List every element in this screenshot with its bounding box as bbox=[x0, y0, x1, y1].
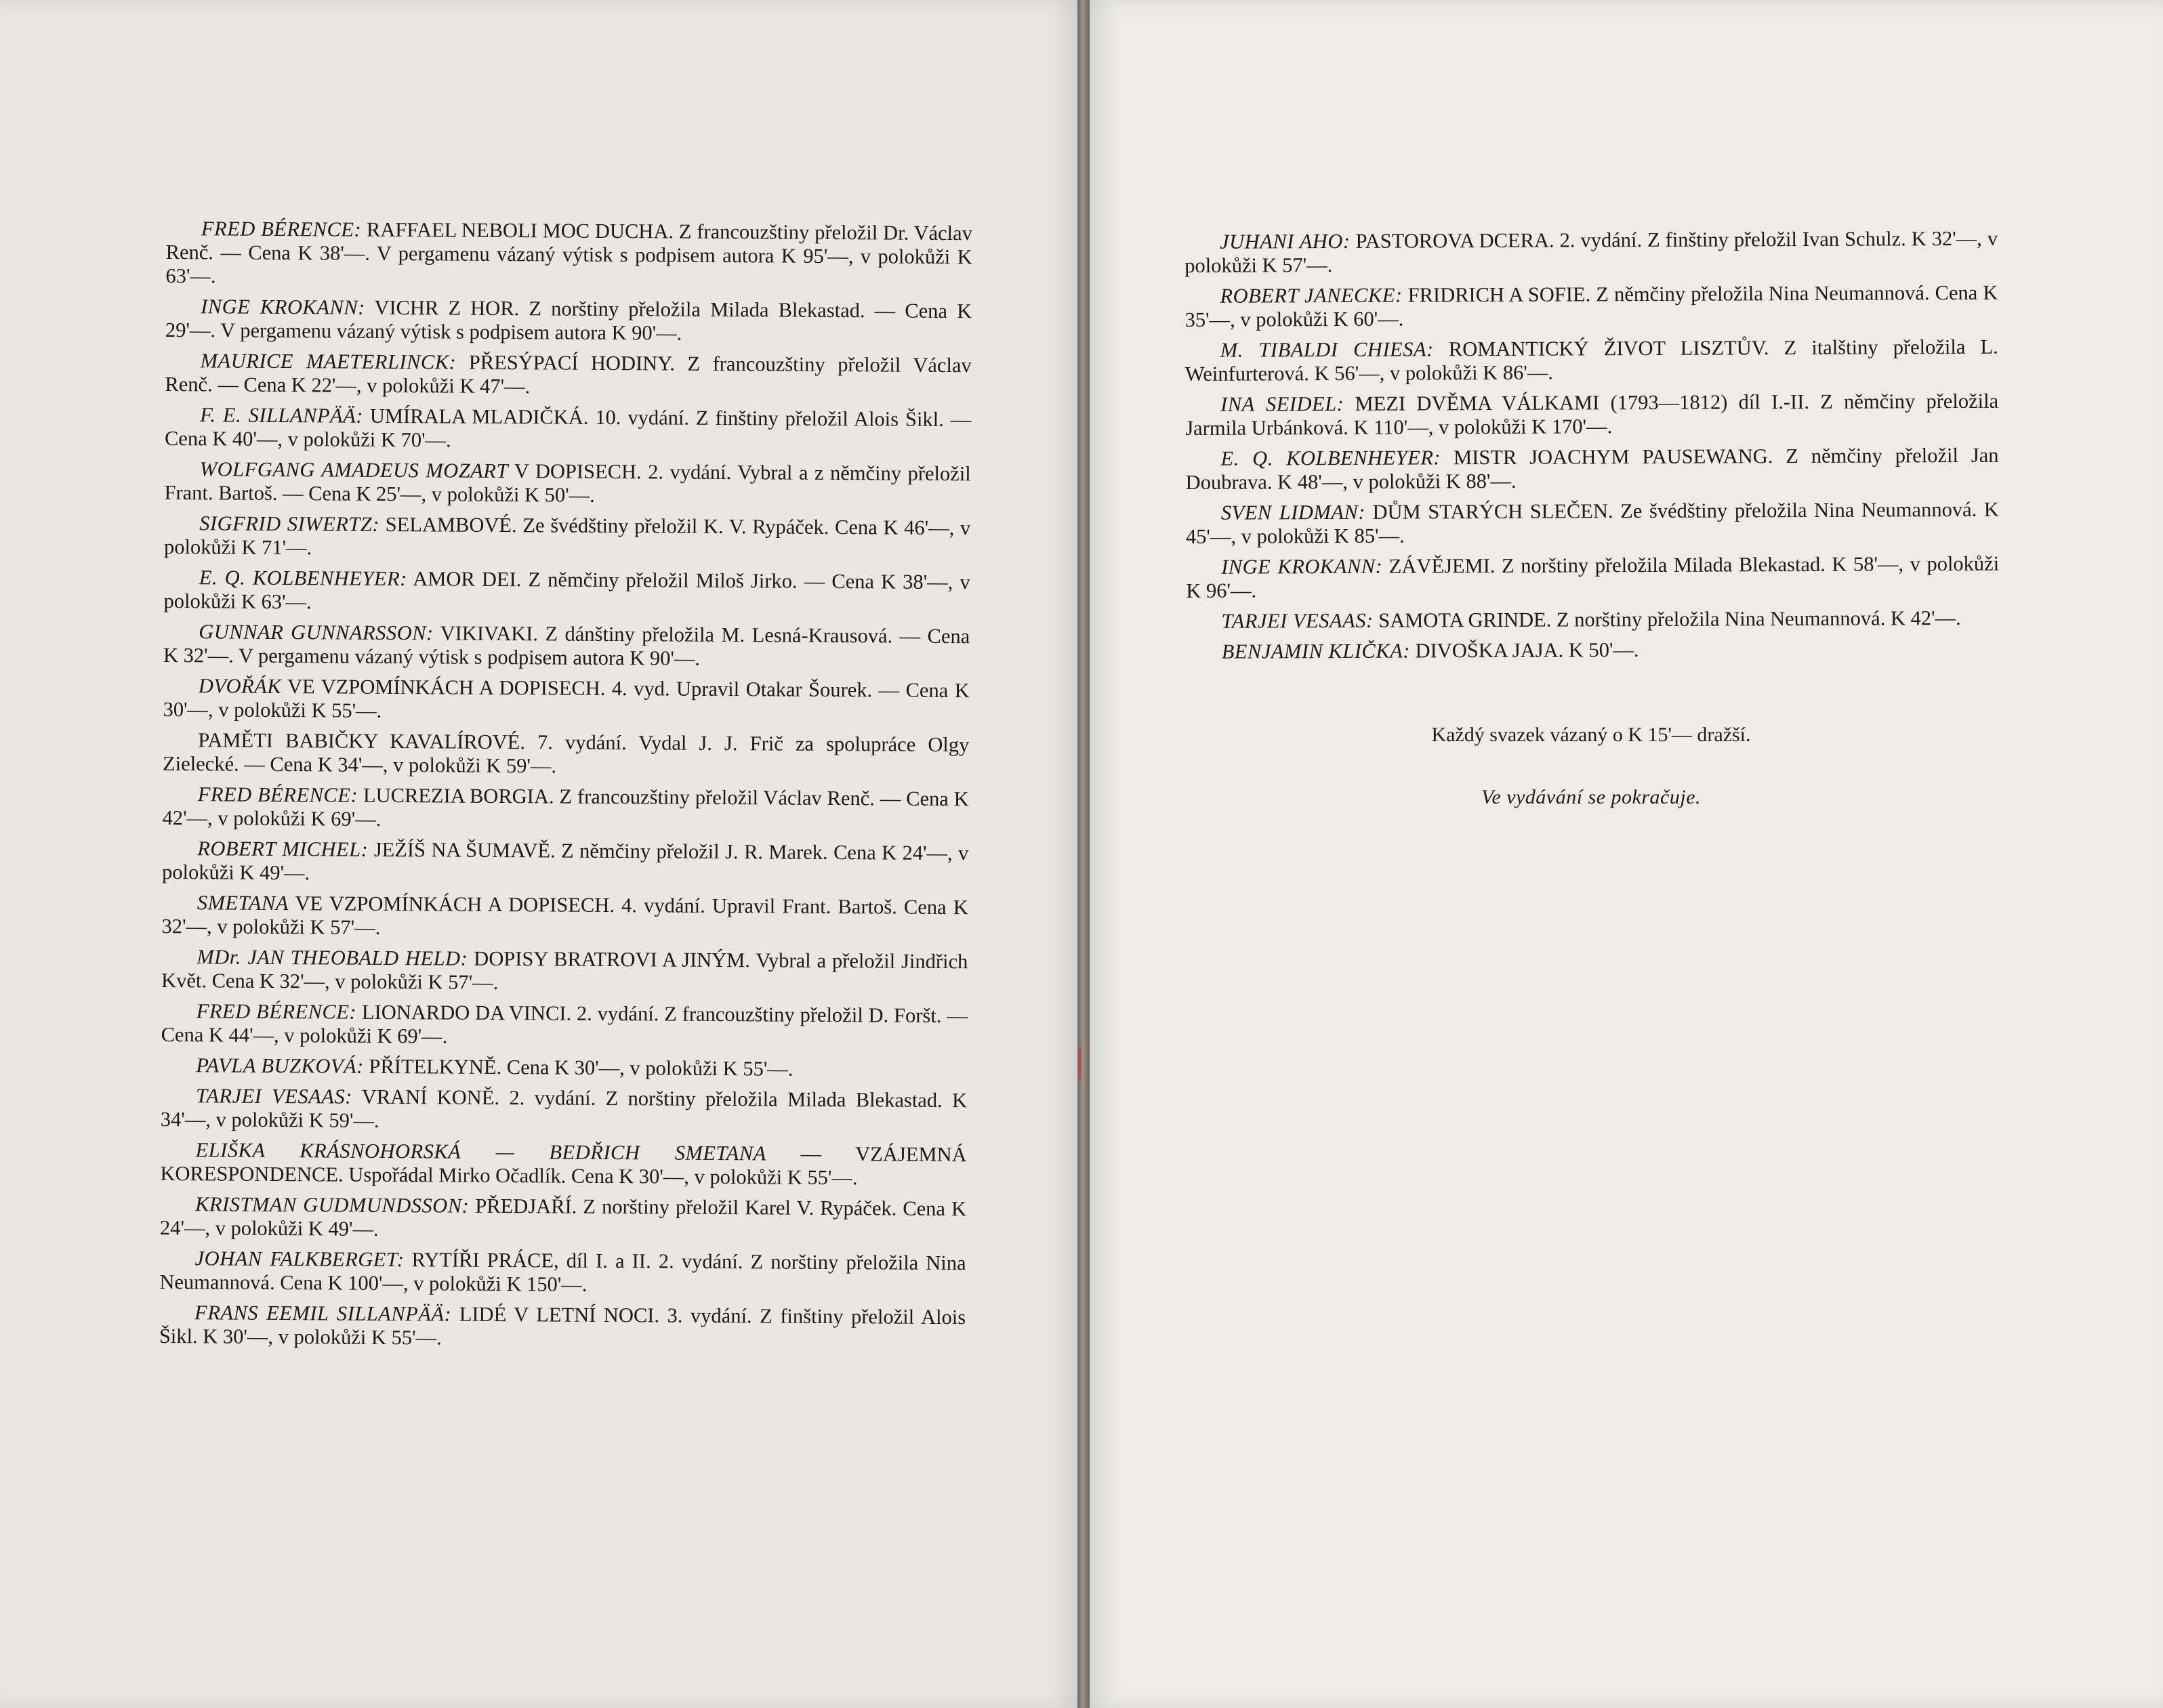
book-description: DIVOŠKA JAJA. K 50'—. bbox=[1415, 638, 1639, 663]
book-entry bbox=[161, 891, 968, 943]
book-entry bbox=[165, 403, 971, 455]
book-author: SMETANA bbox=[197, 891, 289, 915]
book-description: PŘÍTELKYNĚ. Cena K 30'—, v polokůži K 55'—. bbox=[369, 1054, 794, 1081]
book-description: MEZI DVĚMA VÁLKAMI (1793—1812) díl I.-II. Z němčiny přeložila Jarmila Urbánková. K 110'—, v polokůži K 170'—. bbox=[1185, 389, 1999, 440]
book-author: FRED BÉRENCE: bbox=[197, 783, 358, 807]
book-author: TARJEI VESAAS: bbox=[195, 1084, 353, 1108]
book-entry bbox=[160, 1192, 966, 1245]
book-entry bbox=[162, 837, 968, 889]
book-gutter bbox=[1077, 0, 1090, 1708]
left-page bbox=[0, 0, 1077, 1708]
book-description: PASTOROVA DCERA. 2. vydání. Z finštiny přeložil Ivan Schulz. K 32'—, v polokůži K 57'—. bbox=[1184, 226, 1998, 277]
book-entry bbox=[160, 1138, 966, 1190]
book-entry bbox=[164, 457, 970, 509]
book-entry bbox=[163, 728, 969, 780]
book-author: INGE KROKANN: bbox=[201, 295, 365, 319]
book-author: M. TIBALDI CHIESA: bbox=[1220, 337, 1434, 362]
book-entry bbox=[161, 945, 968, 997]
book-author: ROBERT JANECKE: bbox=[1220, 283, 1403, 308]
book-author: MDr. JAN THEOBALD HELD: bbox=[197, 945, 468, 970]
book-description: RAFFAEL NEBOLI MOC DUCHA. Z francouzštiny přeložil Dr. Václav Renč. — Cena K 38'—. V pergamenu vázaný výtisk s podpisem autora K 95'—, v polokůži K 63'—. bbox=[165, 217, 972, 288]
book-author: SVEN LIDMAN: bbox=[1220, 500, 1366, 524]
book-author: F. E. SILLANPÄÄ: bbox=[200, 403, 364, 428]
book-entry bbox=[161, 1084, 967, 1136]
book-entry bbox=[1184, 281, 1998, 332]
book-author: KRISTMAN GUDMUNDSSON: bbox=[194, 1192, 470, 1217]
book-author: INA SEIDEL: bbox=[1220, 392, 1344, 416]
book-author: E. Q. KOLBENHEYER: bbox=[1220, 446, 1441, 470]
book-entry bbox=[1185, 390, 1998, 440]
book-description: VICHR Z HOR. Z norštiny přeložila Milada Blekastad. — Cena K 29'—. V pergamenu vázaný výtisk s podpisem autora K 90'—. bbox=[165, 295, 972, 345]
book-author: TARJEI VESAAS: bbox=[1221, 608, 1374, 633]
left-book-list bbox=[159, 217, 972, 1360]
book-entry bbox=[1187, 637, 2000, 664]
book-entry bbox=[165, 295, 972, 347]
book-description: LIONARDO DA VINCI. 2. vydání. Z francouzštiny přeložil D. Foršt. — Cena K 44'—, v polokůži K 69'—. bbox=[161, 1000, 968, 1048]
book-author: FRED BÉRENCE: bbox=[196, 999, 357, 1024]
bookmark-thread bbox=[1079, 1047, 1081, 1079]
book-entry bbox=[164, 512, 970, 564]
book-entry bbox=[163, 566, 970, 618]
book-description: VIKIVAKI. Z dánštiny přeložila M. Lesná-Krausová. — Cena K 32'—. V pergamenu vázaný výtisk s podpisem autora K 90'—. bbox=[163, 621, 970, 670]
binding-price-note: Každý svazek vázaný o K 15'— dražší. bbox=[1431, 724, 1751, 746]
book-description: MISTR JOACHYM PAUSEWANG. Z němčiny přeložil Jan Doubrava. K 48'—, v polokůži K 88'—. bbox=[1185, 443, 1999, 494]
book-entry bbox=[163, 620, 970, 672]
book-description: — VZÁJEMNÁ KORESPONDENCE. Uspořádal Mirko Očadlík. Cena K 30'—, v polokůži K 55'—. bbox=[160, 1142, 967, 1190]
book-description: VE VZPOMÍNKÁCH A DOPISECH. 4. vydání. Upravil Frant. Bartoš. Cena K 32'—, v polokůži K 57'—. bbox=[161, 892, 968, 939]
book-author: DVOŘÁK bbox=[198, 674, 282, 699]
book-entry bbox=[165, 217, 972, 293]
book-author: BENJAMIN KLIČKA: bbox=[1221, 639, 1411, 663]
book-entry bbox=[161, 999, 968, 1051]
book-author: SIGFRID SIWERTZ: bbox=[199, 512, 380, 536]
book-description: PŘESÝPACÍ HODINY. Z francouzštiny přeložil Václav Renč. — Cena K 22'—, v polokůži K 47'—. bbox=[165, 350, 972, 398]
book-description: SAMOTA GRINDE. Z norštiny přeložila Nina Neumannová. K 42'—. bbox=[1378, 606, 1961, 632]
book-description: VRANÍ KONĚ. 2. vydání. Z norštiny přeložila Milada Blekastad. K 34'—, v polokůži K 59'—. bbox=[160, 1085, 968, 1132]
book-description: DŮM STARÝCH SLEČEN. Ze švédštiny přeložila Nina Neumannová. K 45'—, v polokůži K 85'—. bbox=[1185, 497, 1999, 548]
book-author: GUNNAR GUNNARSSON: bbox=[199, 620, 434, 645]
book-description: JEŽÍŠ NA ŠUMAVĚ. Z němčiny přeložil J. R. Marek. Cena K 24'—, v polokůži K 49'—. bbox=[161, 837, 969, 885]
book-entry bbox=[159, 1301, 966, 1353]
book-description: LIDÉ V LETNÍ NOCI. 3. vydání. Z finštiny přeložil Alois Šikl. K 30'—, v polokůži K 55'—. bbox=[159, 1302, 966, 1350]
book-entry bbox=[1186, 606, 1999, 633]
book-author: E. Q. KOLBENHEYER: bbox=[199, 566, 407, 591]
book-entry bbox=[162, 783, 968, 835]
publishing-continues-note: Ve vydávání se pokračuje. bbox=[1481, 786, 1702, 808]
book-entry bbox=[1185, 335, 1998, 386]
book-description: SELAMBOVÉ. Ze švédštiny přeložil K. V. Rypáček. Cena K 46'—, v polokůži K 71'—. bbox=[163, 512, 971, 560]
book-entry bbox=[1186, 552, 1999, 603]
book-description: UMÍRALA MLADIČKÁ. 10. vydání. Z finštiny přeložil Alois Šikl. — Cena K 40'—, v polokůži K 70'—. bbox=[164, 404, 972, 452]
book-description: AMOR DEI. Z němčiny přeložil Miloš Jirko. — Cena K 38'—, v polokůži K 63'—. bbox=[163, 567, 970, 614]
book-author: FRED BÉRENCE: bbox=[201, 217, 362, 241]
book-entry bbox=[1184, 227, 1998, 278]
book-author: ELIŠKA KRÁSNOHORSKÁ — BEDŘICH SMETANA bbox=[195, 1138, 766, 1165]
book-entry bbox=[161, 1054, 967, 1082]
book-author: JOHAN FALKBERGET: bbox=[194, 1247, 405, 1272]
book-author: INGE KROKANN: bbox=[1221, 554, 1383, 579]
book-entry bbox=[1186, 498, 1999, 549]
book-description: FRIDRICH A SOFIE. Z němčiny přeložila Nina Neumannová. Cena K 35'—, v polokůži K 60'—. bbox=[1184, 280, 1998, 331]
book-author: MAURICE MAETERLINCK: bbox=[200, 349, 457, 374]
book-entry bbox=[1185, 444, 1998, 495]
book-entry bbox=[163, 674, 969, 726]
book-author: FRANS EEMIL SILLANPÄÄ: bbox=[194, 1301, 452, 1326]
book-description: DOPISY BRATROVI A JINÝM. Vybral a přeložil Jindřich Květ. Cena K 32'—, v polokůži K 57'—. bbox=[161, 946, 968, 995]
book-author: WOLFGANG AMADEUS MOZART bbox=[199, 457, 509, 483]
book-description: V DOPISECH. 2. vydání. Vybral a z němčiny přeložil Frant. Bartoš. — Cena K 25'—, v polokůži K 50'—. bbox=[164, 459, 971, 507]
book-description: ZÁVĚJEMI. Z norštiny přeložila Milada Blekastad. K 58'—, v polokůži K 96'—. bbox=[1186, 551, 2000, 602]
book-entry bbox=[165, 349, 971, 401]
book-author: ROBERT MICHEL: bbox=[197, 837, 369, 861]
book-description: ROMANTICKÝ ŽIVOT LISZTŮV. Z italštiny přeložila L. Weinfurterová. K 56'—, v polokůži K 86'—. bbox=[1184, 335, 1998, 386]
book-author: PAVLA BUZKOVÁ: bbox=[196, 1054, 364, 1078]
right-book-list bbox=[1184, 227, 2000, 671]
book-description: LUCREZIA BORGIA. Z francouzštiny přeložil Václav Renč. — Cena K 42'—, v polokůži K 69'—. bbox=[162, 783, 969, 831]
book-description: RYTÍŘI PRÁCE, díl I. a II. 2. vydání. Z norštiny přeložila Nina Neumannová. Cena K 100'—, v polokůži K 150'—. bbox=[159, 1248, 966, 1296]
book-description: PAMĚTI BABIČKY KAVALÍROVÉ. 7. vydání. Vydal J. J. Frič za spolupráce Olgy Zielecké. — Cena K 34'—, v polokůži K 59'—. bbox=[162, 728, 970, 778]
right-page bbox=[1090, 0, 2163, 1708]
book-entry bbox=[159, 1247, 966, 1299]
book-author: JUHANI AHO: bbox=[1219, 229, 1351, 253]
book-description: VE VZPOMÍNKÁCH A DOPISECH. 4. vyd. Upravil Otakar Šourek. — Cena K 30'—, v polokůži K 55'—. bbox=[163, 675, 970, 722]
book-description: PŘEDJAŘÍ. Z norštiny přeložil Karel V. Rypáček. Cena K 24'—, v polokůži K 49'—. bbox=[159, 1194, 967, 1241]
